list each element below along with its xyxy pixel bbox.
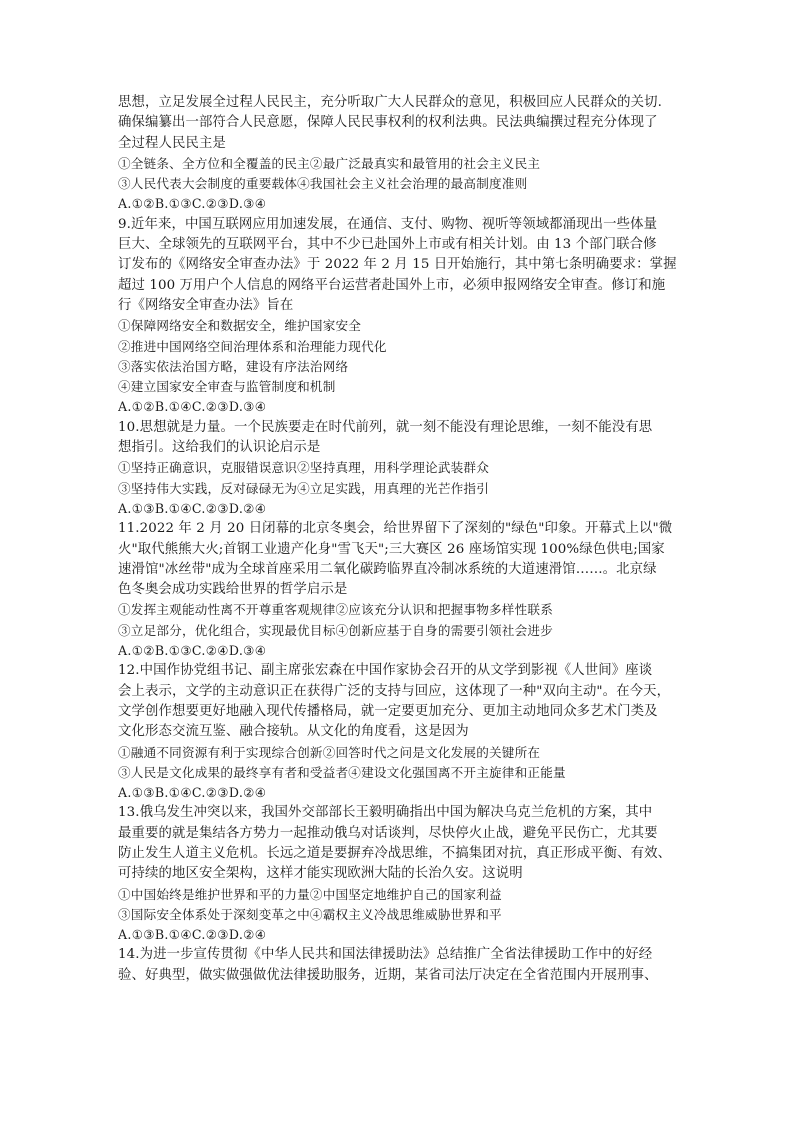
text-line: 最重要的就是集结各方势力一起推动俄乌对话谈判，尽快停火止战，避免平民伤亡，尤其要: [118, 825, 658, 841]
text-line: 12.中国作协党组书记、副主席张宏森在中国作家协会召开的从文学到影视《人世间》座谈: [118, 663, 653, 679]
text-line: 14.为进一步宣传贯彻《中华人民共和国法律援助法》总结推广全省法律援助工作中的好经: [118, 947, 653, 963]
answer-choices: A.①②B.①③C.②④D.③④: [118, 643, 267, 659]
option-line: ②推进中国网络空间治理体系和治理能力现代化: [118, 338, 387, 354]
text-line: 防止发生人道主义危机。长远之道是要摒弃冷战思维，不搞集团对抗，真正形成平衡、有效、: [118, 845, 672, 861]
text-line: 文化形态交流互鉴、融合接轨。从文化的角度看，这是因为: [118, 724, 469, 740]
text-line: 全过程人民民主是: [118, 135, 226, 151]
answer-choices: A.①②B.①③C.②③D.③④: [118, 196, 267, 212]
answer-choices: A.①②B.①④C.②③D.③④: [118, 399, 267, 415]
question-block-q10: [118, 418, 680, 519]
option-line: ①中国始终是维护世界和平的力量②中国坚定地维护自己的国家利益: [118, 886, 502, 902]
question-block-q9: [118, 215, 680, 418]
option-line: ③国际安全体系处于深刻变革之中④霸权主义冷战思维威胁世界和平: [118, 906, 502, 922]
text-line: 文学创作想要更好地融入现代传播格局，就一定要更加充分、更加主动地同众多艺术门类及: [118, 703, 658, 719]
option-line: ③人民代表大会制度的重要载体④我国社会主义社会治理的最高制度准则: [118, 176, 528, 192]
option-line: ①保障网络安全和数据安全，维护国家安全: [118, 318, 362, 334]
text-line: 确保编纂出一部符合人民意愿，保障人民民事权利的权利法典。民法典编撰过程充分体现了: [118, 115, 658, 131]
text-line: 订发布的《网络安全审查办法》于 2022 年 2 月 15 日开始施行，其中第七条明确要求：掌握: [118, 257, 677, 273]
text-line: 超过 100 万用户个人信息的网络平台运营者赴国外上市，必须申报网络安全审查。修订和施: [118, 277, 666, 293]
text-line: 9.近年来，中国互联网应用加速发展，在通信、支付、购物、视听等领域都涌现出一些体量: [118, 216, 658, 232]
option-line: ①融通不同资源有利于实现综合创新②回答时代之问是文化发展的关键所在: [118, 744, 541, 760]
option-line: ④建立国家安全审查与监管制度和机制: [118, 379, 336, 395]
text-line: 色冬奥会成功实践给世界的哲学启示是: [118, 582, 348, 598]
answer-choices: A.①③B.①④C.②③D.②④: [118, 500, 267, 516]
option-line: ①发挥主观能动性离不开尊重客观规律②应该充分认识和把握事物多样性联系: [118, 602, 553, 618]
text-line: 验、好典型，做实做强做优法律援助服务，近期，某省司法厅决定在全省范围内开展刑事、: [118, 967, 658, 983]
question-block-q14-head: [118, 945, 680, 986]
exam-page: [118, 93, 680, 986]
text-line: 会上表示，文学的主动意识正在获得广泛的支持与回应，这体现了一种"双向主动"。在今天，: [118, 683, 671, 699]
text-line: 13.俄乌发生冲突以来，我国外交部部长王毅明确指出中国为解决乌克兰危机的方案，其中: [118, 805, 653, 821]
answer-choices: A.①③B.①④C.②③D.②④: [118, 927, 267, 943]
text-line: 火"取代熊熊大火;首钢工业遗产化身"雪飞天";三大赛区 26 座场馆实现 100%绿色供电;国家: [118, 541, 665, 557]
question-block-q13: [118, 803, 680, 945]
question-block-q12: [118, 661, 680, 803]
question-block-q8-tail: [118, 93, 680, 215]
option-line: ③人民是文化成果的最终享有者和受益者④建设文化强国离不开主旋律和正能量: [118, 764, 566, 780]
text-line: 行《网络安全审查办法》旨在: [118, 297, 294, 313]
answer-choices: A.①③B.①④C.②③D.②④: [118, 785, 267, 801]
text-line: 思想，立足发展全过程人民民主，充分听取广大人民群众的意见，积极回应人民群众的关切.: [118, 95, 662, 110]
text-line: 11.2022 年 2 月 20 日闭幕的北京冬奥会，给世界留下了深刻的"绿色"印象。开幕式上以"微: [118, 521, 673, 537]
text-line: 可持续的地区安全架构，这样才能实现欧洲大陆的长治久安。这说明: [118, 866, 523, 882]
text-line: 巨大、全球领先的互联网平台，其中不少已赴国外上市或有相关计划。由 13 个部门联合修: [118, 237, 657, 253]
option-line: ③立足部分，优化组合，实现最优目标④创新应基于自身的需要引领社会进步: [118, 622, 553, 638]
option-line: ③落实依法治国方略，建设有序法治网络: [118, 358, 349, 374]
option-line: ③坚持伟大实践，反对碌碌无为④立足实践，用真理的光芒作指引: [118, 480, 490, 496]
text-line: 想指引。这给我们的认识论启示是: [118, 440, 321, 456]
question-block-q11: [118, 519, 680, 661]
option-line: ①坚持正确意识，克服错误意识②坚持真理，用科学理论武装群众: [118, 460, 490, 476]
option-line: ①全链条、全方位和全覆盖的民主②最广泛最真实和最管用的社会主义民主: [118, 155, 541, 171]
text-line: 速滑馆"冰丝带"成为全球首座采用二氧化碳跨临界直冷制冰系统的大道速滑馆……。北京绿: [118, 561, 657, 577]
text-line: 10.思想就是力量。一个民族要走在时代前列，就一刻不能没有理论思维，一刻不能没有思: [118, 419, 653, 435]
